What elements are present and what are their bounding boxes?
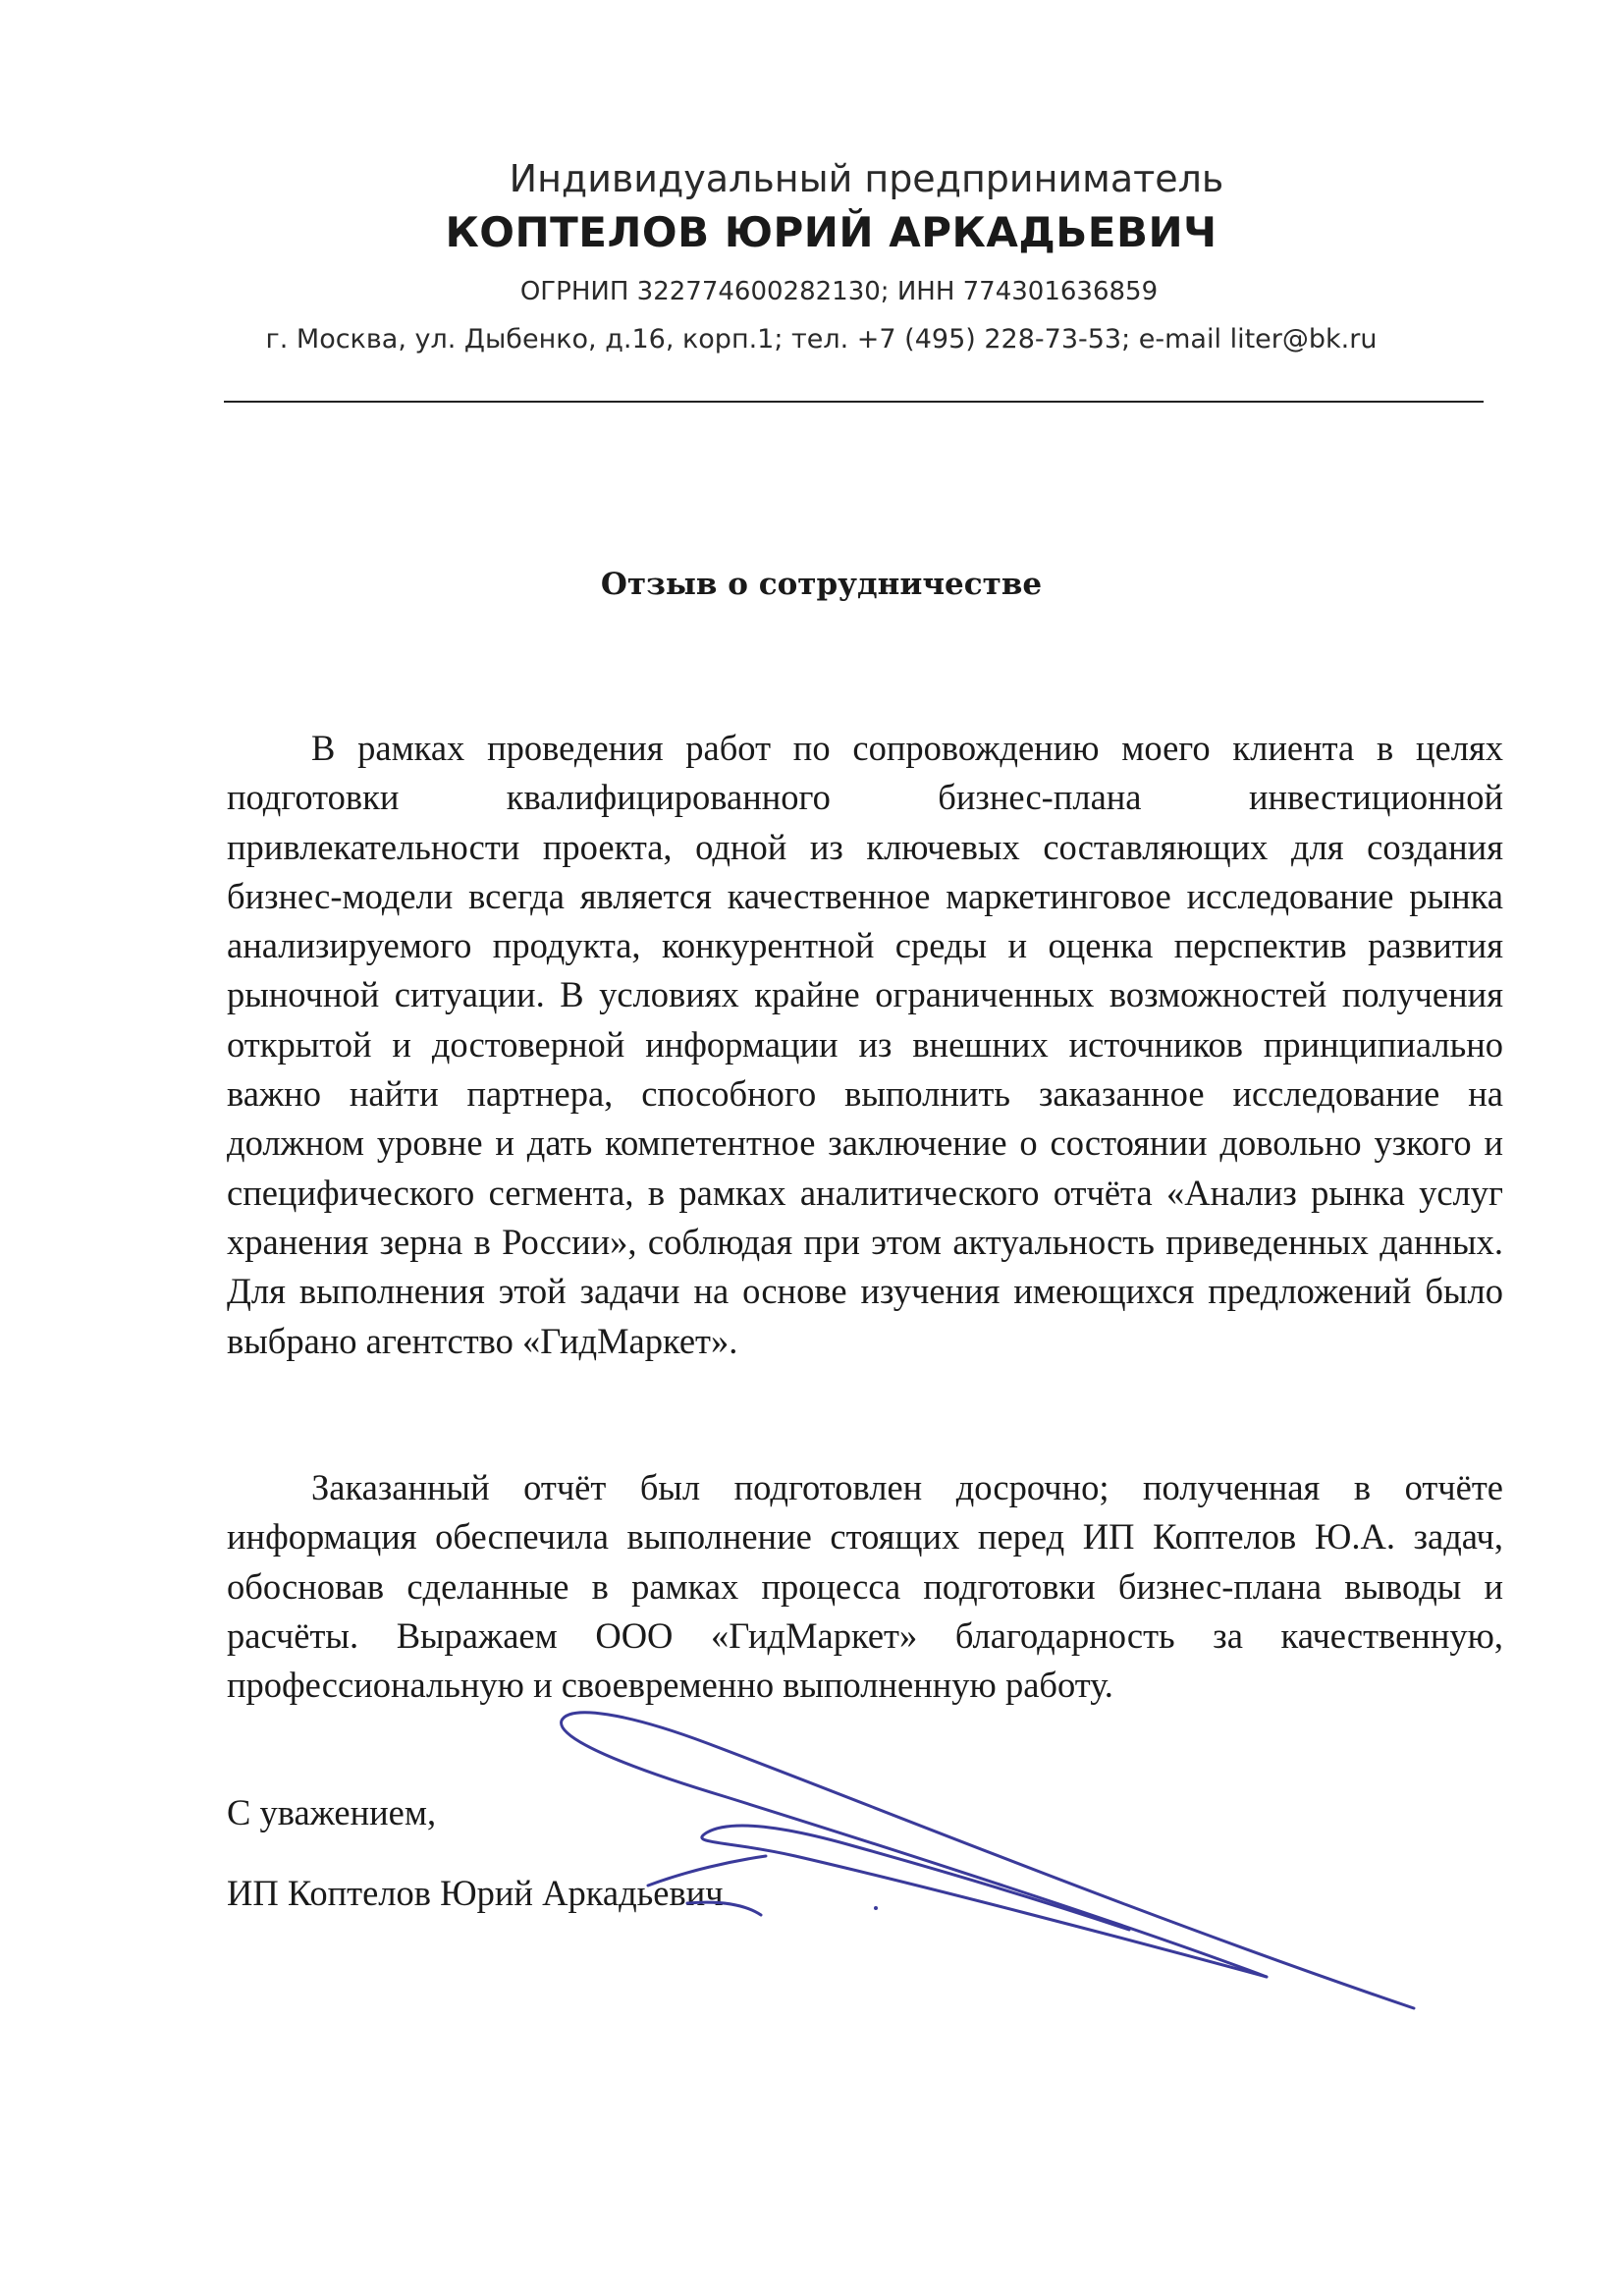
document-title: Отзыв о сотрудничестве xyxy=(600,567,1043,602)
signer-name: ИП Коптелов Юрий Аркадьевич xyxy=(227,1873,724,1913)
letterhead-role: Индивидуальный предприниматель xyxy=(509,157,1224,200)
body-paragraph-2 xyxy=(227,1463,1503,1710)
paragraph-text: Заказанный отчёт был подготовлен досрочно; полученная в отчёте информация обеспечила выполнение стоящих перед ИП Коптелов Ю.А. задач, обосновав сделанные в рамках процесса подготовки бизнес-плана выводы и расчёты. Выражаем ООО «ГидМаркет» благодарность за качественную, профессиональную и своевременно выполненную работу. xyxy=(227,1467,1503,1706)
paragraph-text: В рамках проведения работ по сопровождению моего клиента в целях подготовки квалифицированного бизнес-плана инвестиционной привлекательности проекта, одной из ключевых составляющих для создания бизнес-модели всегда является качественное маркетинговое исследование рынка анализируемого продукта, конкурентной среды и оценка перспектив развития рыночной ситуации. В условиях крайне ограниченных возможностей получения открытой и достоверной информации из внешних источников принципиально важно найти партнера, способного выполнить заказанное исследование на должном уровне и дать компетентное заключение о состоянии довольно узкого и специфического сегмента, в рамках аналитического отчёта «Анализ рынка услуг хранения зерна в России», соблюдая при этом актуальность приведенных данных. Для выполнения этой задачи на основе изучения имеющихся предложений было выбрано агентство «ГидМаркет». xyxy=(227,728,1503,1361)
body-paragraph-1 xyxy=(227,724,1503,1366)
letterhead-divider xyxy=(224,401,1484,403)
letterhead-registration: ОГРНИП 322774600282130; ИНН 774301636859 xyxy=(519,277,1159,306)
letterhead-address: г. Москва, ул. Дыбенко, д.16, корп.1; тел. +7 (495) 228-73-53; e-mail liter@bk.ru xyxy=(265,324,1378,355)
letterhead-name: КОПТЕЛОВ ЮРИЙ АРКАДЬЕВИЧ xyxy=(445,208,1217,256)
closing-greeting: С уважением, xyxy=(227,1792,437,1832)
